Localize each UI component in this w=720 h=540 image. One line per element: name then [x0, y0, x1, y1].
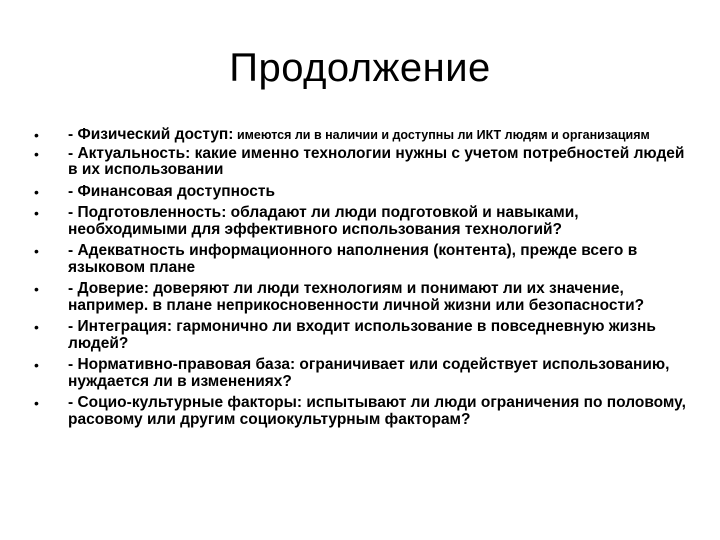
bullet-icon: • — [34, 395, 39, 411]
bullet-text: - Нормативно-правовая база: ограничивает или содействует использованию, нуждается ли в изменениях? — [68, 356, 670, 390]
bullet-item-financial — [34, 184, 694, 201]
slide-title: Продолжение — [229, 46, 491, 90]
bullet-icon: • — [34, 205, 39, 221]
bullet-icon: • — [34, 145, 39, 162]
bullet-icon: • — [34, 243, 39, 259]
bullet-text: - Доверие: доверяют ли люди технологиям и понимают ли их значение, например. в плане неприкосновенности личной жизни или безопасности? — [68, 280, 645, 314]
bullet-icon: • — [34, 183, 39, 200]
bullet-item-integration — [34, 319, 694, 352]
bullet-text: - Подготовленность: обладают ли люди подготовкой и навыками, необходимыми для эффективного использования технологий? — [68, 204, 579, 238]
bullet-text: - Актуальность: какие именно технологии нужны с учетом потребностей людей в их использовании — [68, 144, 685, 178]
bullet-icon: • — [34, 357, 39, 373]
bullet-text: - Социо-культурные факторы: испытывают ли люди ограничения по половому, расовому или другим социокультурным факторам? — [68, 394, 686, 428]
bullet-text: имеются ли в наличии и доступны ли ИКТ людям и организациям — [233, 128, 650, 142]
bullet-text: - Интеграция: гармонично ли входит использование в повседневную жизнь людей? — [68, 318, 656, 352]
bullet-icon: • — [34, 319, 39, 335]
bullet-item-preparedness — [34, 205, 694, 238]
bullet-text: - Финансовая доступность — [68, 182, 276, 200]
bullet-item-sociocultural — [34, 395, 694, 428]
bullet-item-regulatory — [34, 357, 694, 390]
bullet-icon: • — [34, 281, 39, 297]
bullet-item-relevance — [34, 146, 694, 179]
bullet-list — [34, 127, 694, 433]
bullet-item-trust — [34, 281, 694, 314]
bullet-item-content — [34, 243, 694, 276]
bullet-icon: • — [34, 127, 39, 143]
bullet-item-physical-access — [34, 127, 694, 144]
bullet-lead: - Физический доступ: — [68, 126, 234, 143]
bullet-text: - Адекватность информационного наполнения (контента), прежде всего в языковом плане — [68, 242, 638, 276]
